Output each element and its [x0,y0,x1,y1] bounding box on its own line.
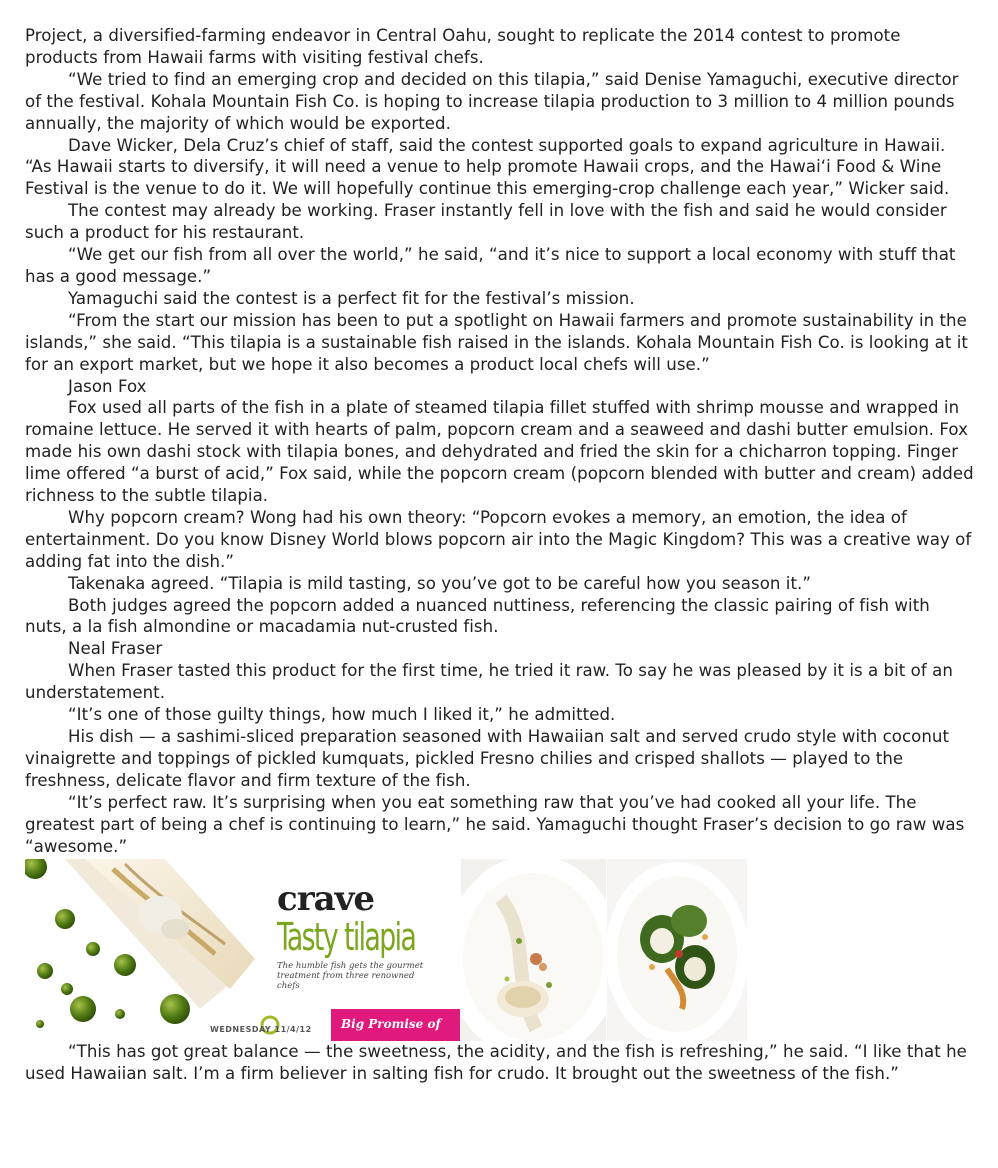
paragraph: “We tried to find an emerging crop and decided on this tilapia,” said Denise Yamaguchi, executive director of the festival. Kohala Mountain Fish Co. is hoping to increase tilapia production to 3 million to 4 million pounds annually, the majority of which would be exported. [25,69,959,133]
fraser-tilapia-dish-photo [607,859,747,1041]
crave-cover-title: Tasty tilapia [277,915,416,960]
paragraph: Why popcorn cream? Wong had his own theory: “Popcorn evokes a memory, an emotion, the idea of entertainment. Do you know Disney World blows popcorn air into the Magic Kingdom? This was a creative way of adding fat into the dish.” [25,507,972,571]
paragraph: Takenaka agreed. “Tilapia is mild tasting, so you’ve got to be careful how you season it.” [68,573,811,593]
paragraph: “It’s perfect raw. It’s surprising when you eat something raw that you’ve had cooked all your life. The greatest part of being a chef is continuing to learn,” he said. Yamaguchi thought Fraser’s decision to go raw was “awesome.” [25,792,965,856]
paragraph: Fox used all parts of the fish in a plate of steamed tilapia fillet stuffed with shrimp mousse and wrapped in romaine lettuce. He served it with hearts of palm, popcorn cream and a seaweed and dashi butter emulsion. Fox made his own dashi stock with tilapia bones, and dehydrated and fried the skin for a chicharron topping. Finger lime offered “a burst of acid,” Fox said, while the popcorn cream (popcorn blended with butter and cream) added richness to the subtle tilapia. [25,398,974,506]
paragraph: The contest may already be working. Fraser instantly fell in love with the fish and said he would consider such a product for his restaurant. [25,201,947,243]
section-heading-neal-fraser: Neal Fraser [68,639,163,659]
crave-cover-subtitle: The humble fish gets the gourmet treatment from three renowned chefs [277,961,424,992]
crave-cover-badge [331,1009,460,1041]
paragraph: His dish — a sashimi-sliced preparation seasoned with Hawaiian salt and served crudo style with coconut vinaigrette and toppings of pickled kumquats, pickled Fresno chilies and crisped shallots — played to the freshness, delicate flavor and firm texture of the fish. [25,727,950,790]
fox-tilapia-dish-photo [461,859,606,1041]
paragraph: When Fraser tasted this product for the first time, he tried it raw. To say he was pleased by it is a bit of an understatement. [25,661,953,703]
crave-logo-text: crave [277,879,375,920]
paragraph: Project, a diversified-farming endeavor in Central Oahu, sought to replicate the 2014 contest to promote products from Hawaii farms with visiting festival chefs. [25,26,901,67]
plate-art [461,859,606,1041]
plate-art [607,859,747,1041]
section-heading-jason-fox: Jason Fox [68,376,147,396]
paragraph: Both judges agreed the popcorn added a nuanced nuttiness, referencing the classic pairing of fish with nuts, a la fish almondine or macadamia nut-crusted fish. [25,595,930,637]
crave-cover-date: WEDNESDAY 11/4/12 [210,1025,312,1035]
crave-cover-badge-text: Big Promise of [341,1017,441,1032]
paragraph: “It’s one of those guilty things, how much I liked it,” he admitted. [68,705,616,725]
crave-magazine-cover-image [25,859,460,1041]
paragraph: “This has got great balance — the sweetness, the acidity, and the fish is refreshing,” he said. “I like that he used Hawaiian salt. I’m a firm believer in salting fish for crudo. It brought out the sweetness of the fish.” [25,1042,967,1084]
paragraph: “From the start our mission has been to put a spotlight on Hawaii farmers and promote sustainability in the islands,” she said. “This tilapia is a sustainable fish raised in the islands. Kohala Mountain Fish Co. is looking at it for an export market, but we hope it also becomes a product local chefs will use.” [25,310,968,374]
paragraph: Dave Wicker, Dela Cruz’s chief of staff, said the contest supported goals to expand agriculture in Hawaii. “As Hawaii starts to diversify, it will need a venue to help promote Hawaii crops, and the Hawai‘i Food & Wine Festival is the venue to do it. We will hopefully continue this emerging-crop challenge each year,” Wicker said. [25,135,950,199]
article-body [25,25,975,1085]
image-strip [25,859,975,1041]
paragraph: “We get our fish from all over the world,” he said, “and it’s nice to support a local economy with stuff that has a good message.” [25,245,956,286]
paragraph: Yamaguchi said the contest is a perfect fit for the festival’s mission. [68,288,635,308]
